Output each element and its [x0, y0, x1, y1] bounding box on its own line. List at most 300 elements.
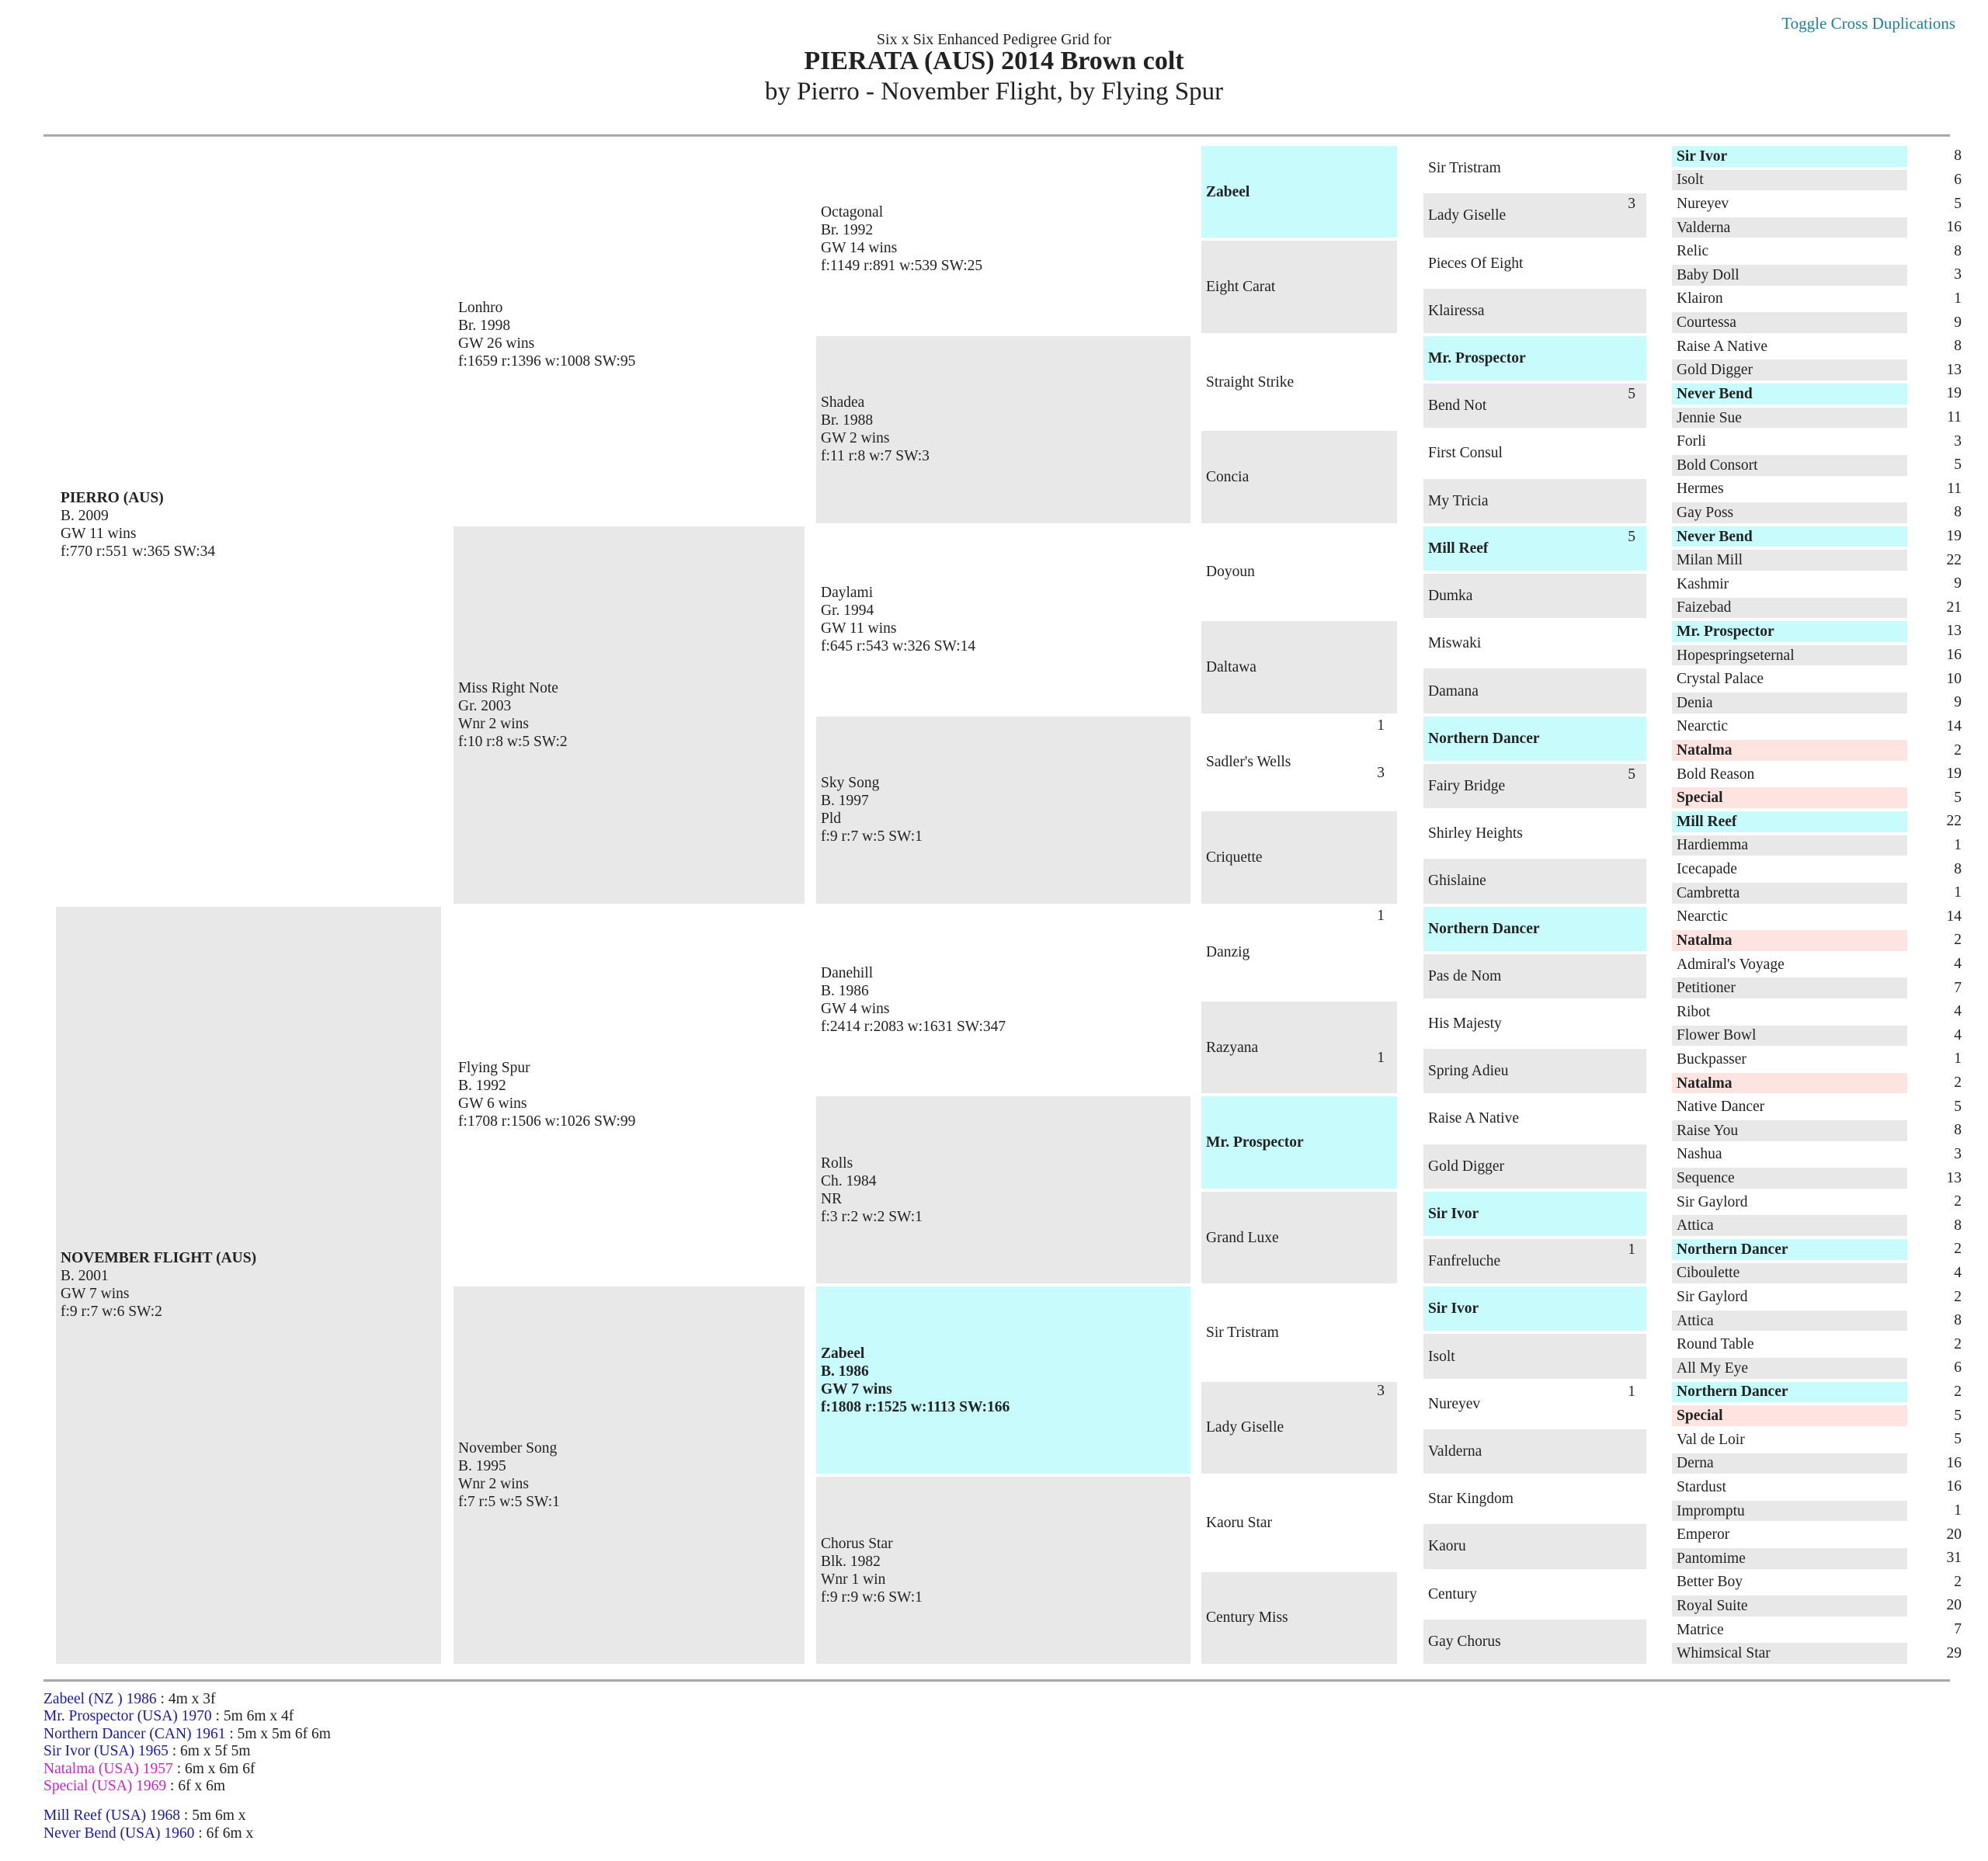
horse-name: Matrice	[1677, 1621, 1724, 1638]
gen6-horse[interactable]	[1672, 1263, 1907, 1284]
gen1-horse[interactable]	[56, 907, 441, 1665]
horse-name: Doyoun	[1206, 564, 1255, 581]
gen3-horse[interactable]	[816, 146, 1190, 333]
horse-name: Mr. Prospector	[1206, 1134, 1304, 1151]
generation-count: 3	[1954, 1145, 1962, 1162]
horse-name: Relic	[1677, 243, 1709, 260]
generation-count: 19	[1946, 385, 1962, 402]
gen5-horse[interactable]	[1423, 621, 1646, 665]
gen5-horse[interactable]	[1423, 1002, 1646, 1046]
horse-name: Ciboulette	[1677, 1265, 1740, 1282]
cross-count: 1	[1377, 1050, 1385, 1067]
generation-count: 2	[1954, 1573, 1962, 1590]
generation-count: 11	[1947, 409, 1962, 425]
horse-name: Better Boy	[1677, 1574, 1743, 1591]
horse-name: Lonhro	[458, 299, 503, 316]
horse-name: Nashua	[1677, 1146, 1722, 1163]
gen6-horse[interactable]	[1672, 1168, 1907, 1189]
horse-detail: GW 26 wins	[458, 335, 535, 352]
generation-count: 11	[1947, 480, 1962, 497]
gen6-horse[interactable]	[1672, 336, 1907, 357]
horse-name: Grand Luxe	[1206, 1229, 1279, 1246]
duplication-detail: : 4m x 3f	[156, 1691, 216, 1707]
gen6-horse[interactable]	[1672, 1073, 1907, 1094]
generation-count: 20	[1946, 1597, 1962, 1614]
horse-name: Kaoru	[1428, 1538, 1466, 1555]
generation-count: 16	[1946, 1454, 1962, 1471]
gen6-horse[interactable]	[1672, 1026, 1907, 1047]
horse-name: Sky Song	[821, 775, 880, 792]
gen6-horse[interactable]	[1672, 1144, 1907, 1165]
gen6-horse[interactable]	[1672, 408, 1907, 429]
horse-name: Isolt	[1428, 1348, 1455, 1365]
gen3-horse[interactable]	[816, 1096, 1190, 1283]
gen4-horse[interactable]	[1201, 1572, 1397, 1664]
horse-detail: f:9 r:9 w:6 SW:1	[821, 1588, 923, 1606]
gen6-horse[interactable]	[1672, 1548, 1907, 1569]
gen6-horse[interactable]	[1672, 1096, 1907, 1117]
horse-detail: Pld	[821, 811, 842, 828]
generation-count: 19	[1946, 528, 1962, 545]
horse-name: Nureyev	[1428, 1395, 1481, 1412]
duplication-detail: : 6f x 6m	[166, 1778, 225, 1794]
horse-name: Faizebad	[1677, 599, 1732, 616]
gen6-horse[interactable]	[1672, 1643, 1907, 1664]
horse-detail: f:9 r:7 w:5 SW:1	[821, 828, 923, 845]
horse-name: Northern Dancer	[1677, 1384, 1788, 1401]
horse-detail: Wnr 2 wins	[458, 1476, 529, 1493]
gen6-horse[interactable]	[1672, 217, 1907, 238]
horse-detail: f:770 r:551 w:365 SW:34	[61, 543, 216, 560]
gen5-horse[interactable]	[1423, 954, 1646, 998]
gen6-horse[interactable]	[1672, 740, 1907, 761]
horse-name: Native Dancer	[1677, 1099, 1765, 1116]
gen6-horse[interactable]	[1672, 146, 1907, 167]
generation-count: 4	[1954, 1003, 1962, 1020]
gen1-horse[interactable]	[56, 146, 441, 904]
gen6-horse[interactable]	[1672, 1572, 1907, 1593]
gen4-horse[interactable]	[1201, 526, 1397, 618]
horse-name: Eight Carat	[1206, 279, 1276, 296]
gen5-horse[interactable]	[1423, 1477, 1646, 1521]
horse-name: Hardiemma	[1677, 837, 1749, 854]
horse-name: Round Table	[1677, 1336, 1754, 1353]
horse-detail: GW 4 wins	[821, 1000, 890, 1017]
gen3-horse[interactable]	[816, 717, 1190, 904]
horse-name: Stardust	[1677, 1478, 1726, 1495]
gen5-horse[interactable]	[1423, 241, 1646, 285]
generation-count: 2	[1954, 1335, 1962, 1352]
horse-name: Northern Dancer	[1428, 730, 1540, 747]
horse-name: Sir Gaylord	[1677, 1193, 1748, 1210]
duplication-detail: : 6f 6m x	[194, 1825, 254, 1842]
gen5-horse[interactable]	[1423, 336, 1646, 380]
gen5-horse[interactable]	[1423, 907, 1646, 951]
horse-name: Buckpasser	[1677, 1050, 1746, 1068]
gen3-horse[interactable]	[816, 526, 1190, 713]
generation-count: 8	[1954, 860, 1962, 877]
gen5-horse[interactable]	[1423, 859, 1646, 903]
gen6-horse[interactable]	[1672, 1620, 1907, 1641]
gen6-horse[interactable]	[1672, 598, 1907, 619]
gen5-horse[interactable]	[1423, 1620, 1646, 1664]
generation-count: 6	[1954, 171, 1962, 188]
generation-count: 9	[1954, 314, 1962, 331]
gen6-horse[interactable]	[1672, 977, 1907, 998]
cross-count: 1	[1377, 717, 1385, 734]
generation-count: 5	[1954, 195, 1962, 212]
cross-count: 3	[1377, 1382, 1385, 1399]
gen6-horse[interactable]	[1672, 170, 1907, 191]
gen6-horse[interactable]	[1672, 526, 1907, 547]
horse-detail: f:1659 r:1396 w:1008 SW:95	[458, 352, 636, 370]
duplication-horse-link[interactable]: Mill Reef (USA) 1968	[43, 1807, 181, 1824]
horse-name: Rolls	[821, 1154, 853, 1172]
generation-count: 4	[1954, 1264, 1962, 1281]
horse-name: Sir Ivor	[1428, 1300, 1479, 1318]
page-parentage: by Pierro - November Flight, by Flying Spur	[764, 78, 1224, 106]
gen5-horse[interactable]	[1423, 668, 1646, 713]
cross-count: 5	[1628, 385, 1635, 402]
horse-name: Flying Spur	[458, 1060, 530, 1077]
generation-count: 9	[1954, 575, 1962, 592]
gen6-horse[interactable]	[1672, 1311, 1907, 1332]
generation-count: 2	[1954, 932, 1962, 949]
duplication-horse-link[interactable]: Mr. Prospector (USA) 1970	[43, 1708, 212, 1724]
generation-count: 1	[1954, 884, 1962, 901]
horse-name: Valderna	[1428, 1443, 1482, 1460]
horse-name: Kashmir	[1677, 575, 1729, 592]
horse-name: Chorus Star	[821, 1535, 893, 1552]
gen5-horse[interactable]	[1423, 1049, 1646, 1093]
horse-name: Sir Ivor	[1428, 1205, 1479, 1222]
horse-name: Fanfreluche	[1428, 1253, 1501, 1270]
gen6-horse[interactable]	[1672, 954, 1907, 975]
horse-name: Danehill	[821, 964, 874, 981]
horse-name: Shadea	[821, 394, 865, 411]
gen6-horse[interactable]	[1672, 1002, 1907, 1023]
horse-name: All My Eye	[1677, 1359, 1749, 1377]
gen3-horse[interactable]	[816, 336, 1190, 523]
horse-detail: f:1708 r:1506 w:1026 SW:99	[458, 1113, 636, 1130]
generation-count: 3	[1954, 432, 1962, 450]
horse-detail: B. 2009	[61, 507, 109, 524]
cross-count: 3	[1377, 764, 1385, 781]
generation-count: 1	[1954, 836, 1962, 853]
generation-count: 6	[1954, 1359, 1962, 1377]
horse-name: Klairessa	[1428, 302, 1485, 319]
gen6-horse[interactable]	[1672, 764, 1907, 785]
gen4-horse[interactable]	[1201, 146, 1397, 238]
generation-count: 1	[1954, 290, 1962, 307]
gen6-horse[interactable]	[1672, 1524, 1907, 1545]
duplication-horse-link[interactable]: Never Bend (USA) 1960	[43, 1825, 195, 1842]
generation-count: 5	[1954, 1098, 1962, 1115]
gen5-horse[interactable]	[1423, 717, 1646, 761]
horse-name: Nearctic	[1677, 908, 1729, 925]
horse-name: Hermes	[1677, 481, 1724, 498]
horse-name: Courtessa	[1677, 314, 1736, 332]
horse-name: Danzig	[1206, 944, 1250, 961]
gen6-horse[interactable]	[1672, 1382, 1907, 1403]
gen6-horse[interactable]	[1672, 312, 1907, 333]
horse-name: Sir Ivor	[1677, 148, 1728, 165]
horse-name: Hopespringseternal	[1677, 647, 1795, 664]
horse-name: Shirley Heights	[1428, 825, 1523, 842]
horse-detail: GW 7 wins	[821, 1380, 892, 1397]
gen5-horse[interactable]	[1423, 1572, 1646, 1616]
cross-count: 1	[1628, 1241, 1635, 1258]
horse-name: Royal Suite	[1677, 1597, 1748, 1614]
gen4-horse[interactable]	[1201, 336, 1397, 428]
generation-count: 4	[1954, 1026, 1962, 1043]
horse-detail: Wnr 1 win	[821, 1571, 886, 1588]
horse-detail: B. 1995	[458, 1458, 506, 1475]
horse-name: Icecapade	[1677, 861, 1737, 878]
generation-count: 29	[1946, 1644, 1962, 1661]
toggle-cross-duplications-link[interactable]: Toggle Cross Duplications	[1781, 14, 1955, 33]
gen4-horse[interactable]	[1201, 1096, 1397, 1188]
gen6-horse[interactable]	[1672, 1477, 1907, 1498]
horse-name: Century Miss	[1206, 1609, 1288, 1627]
gen3-horse[interactable]	[816, 907, 1190, 1094]
gen6-horse[interactable]	[1672, 1453, 1907, 1474]
horse-detail: f:1149 r:891 w:539 SW:25	[821, 258, 983, 275]
horse-detail: GW 2 wins	[821, 430, 890, 447]
horse-name: Fairy Bridge	[1428, 777, 1506, 794]
gen5-horse[interactable]	[1423, 574, 1646, 618]
generation-count: 2	[1954, 741, 1962, 759]
duplication-item	[43, 1726, 331, 1743]
horse-name: Lady Giselle	[1428, 207, 1507, 224]
horse-name: Gold Digger	[1677, 362, 1753, 379]
gen6-horse[interactable]	[1672, 1334, 1907, 1355]
gen6-horse[interactable]	[1672, 431, 1907, 452]
gen5-horse[interactable]	[1423, 289, 1646, 333]
gen6-horse[interactable]	[1672, 835, 1907, 856]
gen6-horse[interactable]	[1672, 1239, 1907, 1260]
generation-count: 5	[1954, 457, 1962, 474]
horse-name: Zabeel	[1206, 183, 1250, 200]
generation-count: 22	[1946, 813, 1962, 830]
horse-detail: Gr. 2003	[458, 697, 512, 714]
gen5-horse[interactable]	[1423, 811, 1646, 856]
gen2-horse[interactable]	[454, 1286, 805, 1664]
horse-name: Raise A Native	[1428, 1110, 1519, 1127]
duplication-detail: : 6m x 6m 6f	[172, 1761, 255, 1777]
horse-name: Sequence	[1677, 1170, 1735, 1186]
horse-name: Natalma	[1677, 932, 1733, 949]
gen6-horse[interactable]	[1672, 265, 1907, 286]
horse-name: My Tricia	[1428, 492, 1489, 509]
horse-detail: B. 1986	[821, 982, 869, 999]
horse-detail: f:9 r:7 w:6 SW:2	[61, 1304, 162, 1321]
gen5-horse[interactable]	[1423, 1334, 1646, 1378]
horse-name: Natalma	[1677, 1075, 1733, 1092]
generation-count: 2	[1954, 1288, 1962, 1305]
gen6-horse[interactable]	[1672, 550, 1907, 571]
gen3-horse[interactable]	[816, 1477, 1190, 1664]
horse-name: Whimsical Star	[1677, 1645, 1771, 1662]
gen2-horse[interactable]	[454, 907, 805, 1284]
horse-name: Special	[1677, 1408, 1723, 1425]
gen5-horse[interactable]	[1423, 146, 1646, 190]
horse-name: PIERRO (AUS)	[61, 489, 164, 506]
horse-name: Gold Digger	[1428, 1158, 1505, 1175]
gen5-horse[interactable]	[1423, 1429, 1646, 1474]
generation-count: 16	[1946, 647, 1962, 664]
horse-name: Pas de Nom	[1428, 967, 1502, 984]
horse-name: Valderna	[1677, 219, 1731, 236]
duplication-detail: : 6m x 5f 5m	[168, 1743, 251, 1759]
duplication-horse-link[interactable]: Sir Ivor (USA) 1965	[43, 1743, 169, 1759]
gen2-horse[interactable]	[454, 146, 805, 523]
horse-detail: B. 1986	[821, 1363, 869, 1380]
gen6-horse[interactable]	[1672, 1192, 1907, 1213]
gen6-horse[interactable]	[1672, 717, 1907, 738]
gen6-horse[interactable]	[1672, 289, 1907, 310]
horse-name: Nureyev	[1677, 196, 1729, 213]
horse-name: Raise You	[1677, 1122, 1739, 1139]
horse-name: Flower Bowl	[1677, 1027, 1757, 1044]
duplication-horse-link[interactable]: Special (USA) 1969	[43, 1778, 167, 1794]
horse-name: Klairon	[1677, 290, 1723, 307]
horse-name: Mr. Prospector	[1677, 623, 1774, 640]
horse-name: Attica	[1677, 1217, 1714, 1234]
horse-name: Star Kingdom	[1428, 1491, 1514, 1508]
gen4-horse[interactable]	[1201, 1477, 1397, 1568]
gen6-horse[interactable]	[1672, 1358, 1907, 1379]
horse-name: Damana	[1428, 682, 1479, 700]
horse-name: Sir Tristram	[1206, 1324, 1279, 1341]
horse-name: Impromptu	[1677, 1502, 1745, 1519]
gen6-horse[interactable]	[1672, 693, 1907, 713]
duplication-item	[43, 1761, 255, 1778]
gen6-horse[interactable]	[1672, 455, 1907, 476]
horse-name: Daltawa	[1206, 658, 1256, 675]
gen2-horse[interactable]	[454, 526, 805, 904]
gen6-horse[interactable]	[1672, 859, 1907, 880]
gen6-horse[interactable]	[1672, 811, 1907, 832]
page-title: PIERATA (AUS) 2014 Brown colt	[804, 47, 1184, 75]
horse-name: Spring Adieu	[1428, 1063, 1509, 1080]
generation-count: 2	[1954, 1075, 1962, 1092]
gen6-horse[interactable]	[1672, 574, 1907, 595]
gen6-horse[interactable]	[1672, 1429, 1907, 1450]
generation-count: 22	[1946, 551, 1962, 568]
duplication-item	[43, 1825, 253, 1842]
gen6-horse[interactable]	[1672, 1120, 1907, 1141]
gen6-horse[interactable]	[1672, 930, 1907, 951]
horse-name: Miswaki	[1428, 635, 1482, 652]
gen6-horse[interactable]	[1672, 1215, 1907, 1236]
generation-count: 16	[1946, 219, 1962, 236]
gen4-horse[interactable]	[1201, 431, 1397, 523]
gen5-horse[interactable]	[1423, 479, 1646, 523]
gen6-horse[interactable]	[1672, 907, 1907, 928]
gen6-horse[interactable]	[1672, 621, 1907, 642]
gen6-horse[interactable]	[1672, 645, 1907, 666]
gen4-horse[interactable]	[1201, 811, 1397, 903]
gen6-horse[interactable]	[1672, 668, 1907, 689]
horse-detail: GW 11 wins	[821, 620, 897, 637]
horse-name: Never Bend	[1677, 385, 1753, 402]
horse-detail: Br. 1998	[458, 317, 511, 334]
gen4-horse[interactable]	[1201, 1286, 1397, 1378]
generation-count: 1	[1954, 1050, 1962, 1068]
duplication-item	[43, 1691, 216, 1708]
duplication-horse-link[interactable]: Natalma (USA) 1957	[43, 1761, 173, 1777]
gen6-horse[interactable]	[1672, 193, 1907, 214]
gen5-horse[interactable]	[1423, 1096, 1646, 1141]
gen3-horse[interactable]	[816, 1286, 1190, 1474]
cross-count: 3	[1628, 196, 1635, 213]
cross-count: 1	[1628, 1384, 1635, 1401]
horse-name: Bold Consort	[1677, 457, 1758, 474]
gen6-horse[interactable]	[1672, 1405, 1907, 1426]
horse-detail: f:3 r:2 w:2 SW:1	[821, 1208, 923, 1225]
gen4-horse[interactable]	[1201, 621, 1397, 713]
gen6-horse[interactable]	[1672, 359, 1907, 380]
generation-count: 8	[1954, 1217, 1962, 1234]
horse-name: Attica	[1677, 1312, 1714, 1329]
gen6-horse[interactable]	[1672, 241, 1907, 262]
generation-count: 13	[1946, 623, 1962, 640]
horse-name: Petitioner	[1677, 980, 1736, 997]
horse-name: Lady Giselle	[1206, 1419, 1284, 1436]
gen6-horse[interactable]	[1672, 1501, 1907, 1522]
horse-name: Baby Doll	[1677, 266, 1740, 283]
gen6-horse[interactable]	[1672, 1595, 1907, 1616]
gen5-horse[interactable]	[1423, 1144, 1646, 1189]
generation-count: 8	[1954, 242, 1962, 259]
gen6-horse[interactable]	[1672, 883, 1907, 904]
gen6-horse[interactable]	[1672, 479, 1907, 500]
horse-name: Century	[1428, 1585, 1477, 1602]
horse-name: Crystal Palace	[1677, 671, 1764, 688]
horse-name: Straight Strike	[1206, 373, 1295, 391]
gen6-horse[interactable]	[1672, 1049, 1907, 1070]
generation-count: 5	[1954, 789, 1962, 806]
duplication-detail: : 5m 6m x	[180, 1807, 246, 1824]
gen6-horse[interactable]	[1672, 787, 1907, 808]
gen5-horse[interactable]	[1423, 431, 1646, 475]
horse-detail: Gr. 1994	[821, 602, 874, 620]
duplication-item	[43, 1778, 225, 1795]
gen6-horse[interactable]	[1672, 1286, 1907, 1307]
gen4-horse[interactable]	[1201, 1192, 1397, 1283]
duplication-detail: : 5m x 5m 6f 6m	[225, 1726, 331, 1742]
gen5-horse[interactable]	[1423, 1524, 1646, 1568]
horse-name: Ghislaine	[1428, 873, 1486, 890]
gen6-horse[interactable]	[1672, 502, 1907, 523]
generation-count: 16	[1946, 1478, 1962, 1495]
generation-count: 13	[1946, 1169, 1962, 1186]
top-divider	[43, 134, 1950, 137]
generation-count: 13	[1946, 361, 1962, 378]
horse-name: Never Bend	[1677, 528, 1753, 545]
duplication-horse-link[interactable]: Zabeel (NZ ) 1986	[43, 1691, 157, 1707]
gen6-horse[interactable]	[1672, 384, 1907, 404]
duplication-horse-link[interactable]: Northern Dancer (CAN) 1961	[43, 1726, 226, 1742]
cross-count: 5	[1628, 766, 1635, 783]
gen4-horse[interactable]	[1201, 241, 1397, 332]
gen5-horse[interactable]	[1423, 1192, 1646, 1236]
horse-detail: f:7 r:5 w:5 SW:1	[458, 1494, 560, 1511]
gen5-horse[interactable]	[1423, 1286, 1646, 1331]
generation-count: 7	[1954, 979, 1962, 996]
horse-detail: Wnr 2 wins	[458, 715, 529, 732]
